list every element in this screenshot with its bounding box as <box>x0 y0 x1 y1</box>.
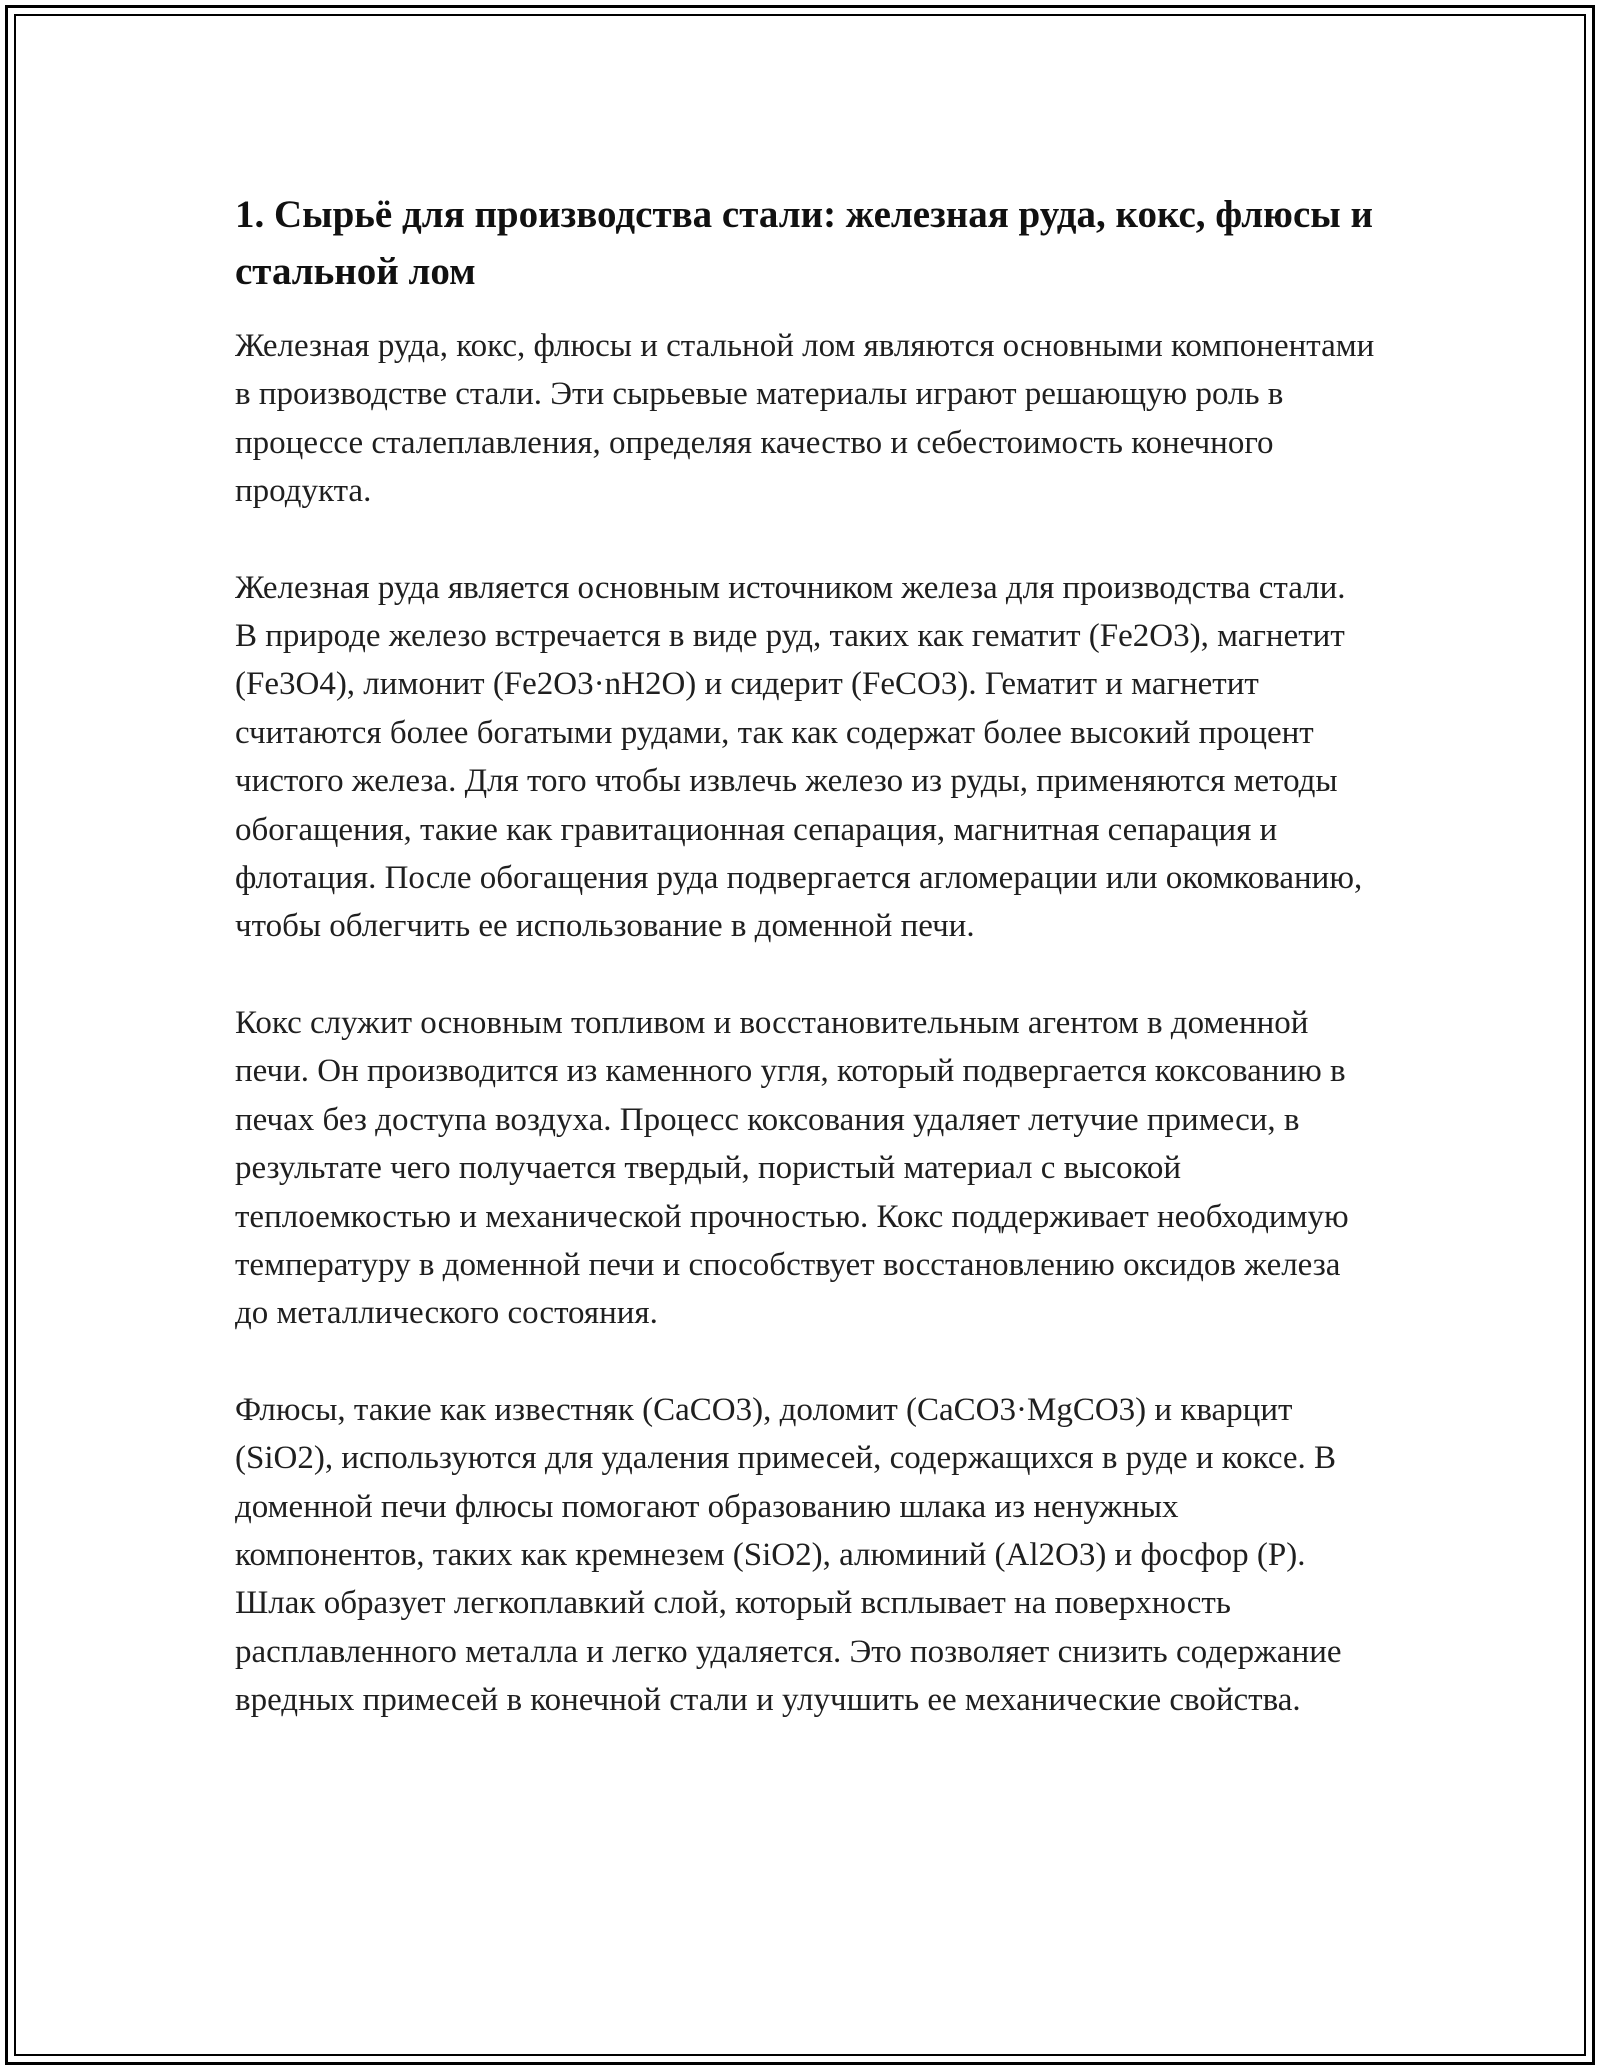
paragraph-fluxes: Флюсы, такие как известняк (CaCO3), доломит (CaCO3·MgCO3) и кварцит (SiO2), используются для удаления примесей, содержащихся в руде и коксе. В доменной печи флюсы помогают образованию шлака из ненужных компонентов, таких как кремнезем (SiO2), алюминий (Al2O3) и фосфор (P). Шлак образует легкоплавкий слой, который всплывает на поверхность расплавленного металла и легко удаляется. Это позволяет снизить содержание вредных примесей в конечной стали и улучшить ее механические свойства. <box>235 1391 1342 1719</box>
document-body <box>235 186 1375 1725</box>
section-heading: 1. Сырьё для производства стали: железная руда, кокс, флюсы и стальной лом <box>235 193 1373 293</box>
paragraph-coke: Кокс служит основным топливом и восстановительным агентом в доменной печи. Он производится из каменного угля, который подвергается коксованию в печах без доступа воздуха. Процесс коксования удаляет летучие примеси, в результате чего получается твердый, пористый материал с высокой теплоемкостью и механической прочностью. Кокс поддерживает необходимую температуру в доменной печи и способствует восстановлению оксидов железа до металлического состояния. <box>235 1004 1349 1332</box>
paragraph-iron-ore: Железная руда является основным источником железа для производства стали. В природе железо встречается в виде руд, таких как гематит (Fe2O3), магнетит (Fe3O4), лимонит (Fe2O3·nH2O) и сидерит (FeCO3). Гематит и магнетит считаются более богатыми рудами, так как содержат более высокий процент чистого железа. Для того чтобы извлечь железо из руды, применяются методы обогащения, такие как гравитационная сепарация, магнитная сепарация и флотация. После обогащения руда подвергается агломерации или окомкованию, чтобы облегчить ее использование в доменной печи. <box>235 569 1363 945</box>
paragraph-intro: Железная руда, кокс, флюсы и стальной лом являются основными компонентами в производстве стали. Эти сырьевые материалы играют решающую роль в процессе сталеплавления, определяя качество и себестоимость конечного продукта. <box>235 328 1375 510</box>
